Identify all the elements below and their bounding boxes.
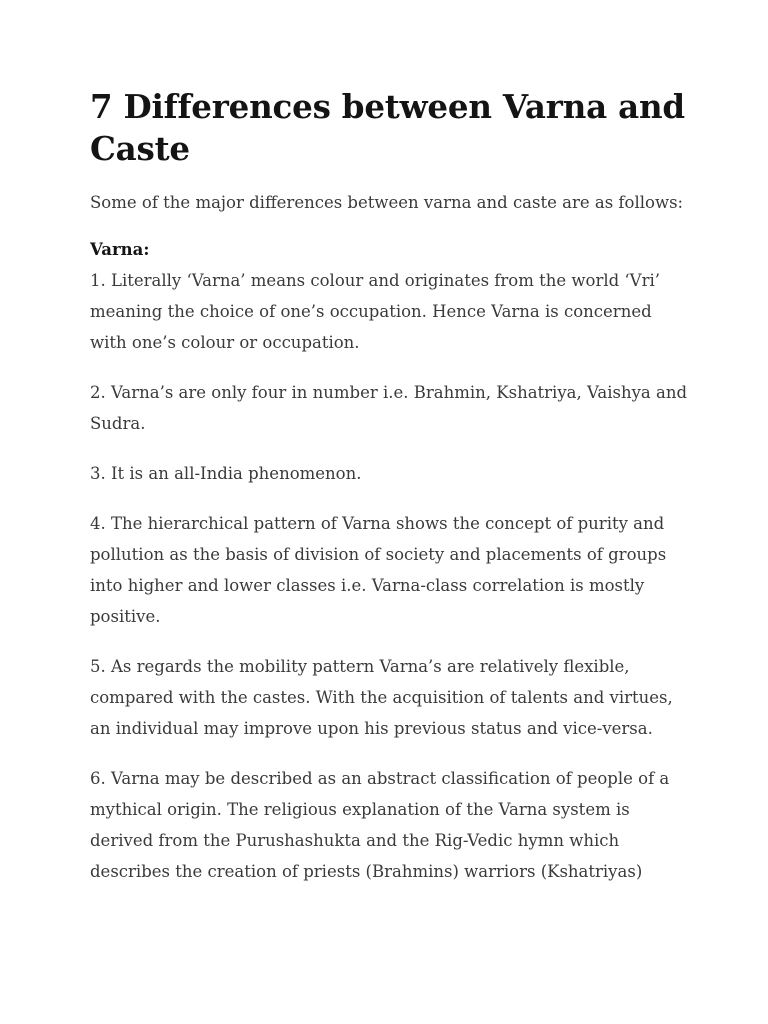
varna-point-2: 2. Varna’s are only four in number i.e. Brahmin, Kshatriya, Vaishya and Sudra. [90,383,688,433]
article-title: 7 Differences between Varna and Caste [90,87,685,168]
varna-point-3: 3. It is an all-India phenomenon. [90,464,362,483]
article-body [90,86,690,906]
article-intro: Some of the major differences between varna and caste are as follows: [90,193,684,212]
varna-point-5: 5. As regards the mobility pattern Varna’s are relatively flexible, compared with the castes. With the acquisition of talents and virtues, an individual may improve upon his previous status and vice-versa. [90,657,673,738]
varna-point-1: 1. Literally ‘Varna’ means colour and originates from the world ‘Vri’ meaning the choice of one’s occupation. Hence Varna is concerned with one’s colour or occupation. [90,271,660,352]
varna-point-4: 4. The hierarchical pattern of Varna shows the concept of purity and pollution as the basis of division of society and placements of groups into higher and lower classes i.e. Varna-class correlation is mostly positive. [90,514,667,626]
varna-points-list [90,265,690,887]
varna-point-6: 6. Varna may be described as an abstract classification of people of a mythical origin. The religious explanation of the Varna system is derived from the Purushashukta and the Rig-Vedic hymn which describes the creation of priests (Brahmins) warriors (Kshatriyas) [90,769,670,881]
section-heading-varna: Varna: [90,240,150,259]
